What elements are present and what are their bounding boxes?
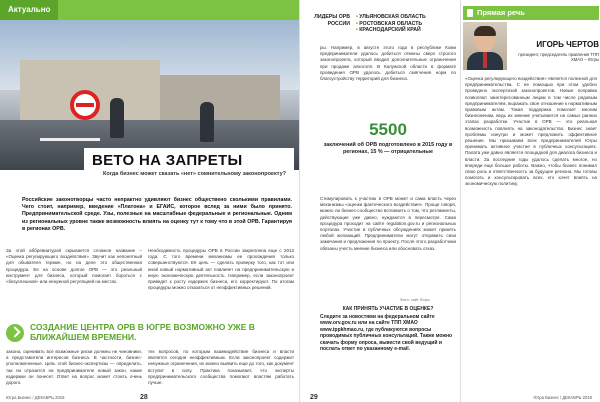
no-entry-icon xyxy=(70,90,100,120)
body-column-4: тех вопросов, по которым взаимодействие бизнеса и власти является сегодня неэффективным. Если законопроект содержит ненужные ограничения, их можно выявить еще до того, как документ вступит в силу. Практика показывает, что эксперты предпринимательского сообщества помогают властям работать лучше. xyxy=(148,349,294,386)
big-number-caption: заключений об ОРВ подготовлено в 2015 году в регионах, 15 % — отрицательные xyxy=(323,142,453,155)
body-column-2: Необходимость процедуры ОРВ в России закреплена еще с 2013 года. С того времени механизмы ее прохождения только совершенствуются. Её цель — сделать проверку того, как тот или иной новый нормативный акт повлияет на предпринимательскую и иную экономическую деятельность. Например, если законопроект приведет к росту издержек бизнеса, его корректируют. По итогам процедуры можно отказаться от неэффективных решений. xyxy=(148,248,294,291)
speaker-name: ИГОРЬ ЧЕРТОВ xyxy=(536,40,599,49)
right-body-column-mid: Стимулировать к участию в ОРВ может и сама власть через механизмы «оценки фактического воздействия». Проще говоря, можно ли бизнес-сообщество вспомнить о том, что регламенты, действующие уже давно, нуждаются в пересмотре. Сама процедура проходит на сайте regulation.gov.ru и региональных порталах. Участие в публичных обсуждениях может принять любой желающий. Предприниматели могут отправить свои замечания и предложения по проекту. После этого разработчики обязаны учесть мнение бизнеса или обосновать отказ. xyxy=(320,196,456,251)
direct-speech-tag xyxy=(463,6,599,20)
body-column-1: За этой аббревиатурой скрывается сложное название – «Оценка регулирующего воздействия». Звучит как непонятный для обывателя термин, но на деле это общественная процедура. Ее на основе долгое ОРВ — это реальный инструмент для бизнеса, который помогает бороться с «безуспешной» или ненужной регуляцией на местах. xyxy=(6,248,142,285)
page-number-right: 29 xyxy=(310,394,318,401)
direct-speech-sidebar xyxy=(460,0,600,402)
box-body: Следите за новостями на федеральном сайте www.orv.gov.ru или на сайте ТПП ХМАО www.tppkhmao.ru, где публикуются вопросы проводимых публичных консультаций. Также можно скачать форму опроса, вывести свой ведущий и послать ответ по указанному e-mail. xyxy=(320,314,453,353)
leaders-list xyxy=(356,14,456,34)
box-title: КАК ПРИНЯТЬ УЧАСТИЕ В ОЦЕНКЕ? xyxy=(342,306,434,312)
photo-credit: Фото: сайт Югры xyxy=(400,298,430,302)
speaker-title: президент, председатель правления ТПП ХМАО – Югры xyxy=(518,52,599,63)
headline-box xyxy=(84,148,294,186)
pull-quote-text: СОЗДАНИЕ ЦЕНТРА ОРВ В ЮГРЕ ВОЗМОЖНО УЖЕ В БЛИЖАЙШЕМ ВРЕМЕНИ. xyxy=(30,322,255,342)
leaders-block xyxy=(306,14,456,42)
pull-quote xyxy=(6,320,294,348)
headline: ВЕТО НА ЗАПРЕТЫ xyxy=(92,152,243,169)
how-to-participate-box xyxy=(320,306,456,390)
page-number-left: 28 xyxy=(140,394,148,401)
quote-icon xyxy=(467,9,473,17)
sidebar-text: «Оценка регулирующего воздействия» является полезной для предпринимательства. С ее помощью при этом удобно проведено экспертизой законопроектов. Новые поправки позволяют заинтересованным лицам в том числе рядовым предпринимателям, выражать свое отношение к нормативным правовым актам. Такая поддержка помогает многим бизнесменам, ведь их мнение учитывается на самых ранних этапах разработки. Участие в ОРВ — это реальная возможность повлиять на законодательство. Бизнес знает проблемы изнутри и может предложить эффективное решение. Мы призываем всех предпринимателей Югры принимать активное участие в публичных консультациях. Палата уже давно является площадкой для диалога бизнеса и власти. За последние годы удалось сделать многое, но впереди еще больше работы. Важно, чтобы бизнес понимал свою роль и ответственность за будущее региона. Мы готовы помогать и консультировать всех, кто хочет влиять на экономическую политику. xyxy=(465,76,597,187)
list-item: • РОСТОВСКАЯ ОБЛАСТЬ xyxy=(356,21,456,28)
big-number: 5500 xyxy=(369,120,407,139)
list-item: • УЛЬЯНОВСКАЯ ОБЛАСТЬ xyxy=(356,14,456,21)
subheadline: Когда бизнес может сказать «нет» сомнительному законопроекту? xyxy=(103,171,286,177)
leaders-title: ЛИДЕРЫ ОРВ РОССИИ xyxy=(314,14,350,27)
footer-left: Югра Бизнес / ДЕКАБРЬ 2018 xyxy=(6,395,65,400)
lead-paragraph: Российские законотворцы часто непрактно удивляют бизнес обществено сколькими правилами. Чего стоит, например, введение «Платона» и ЕГАИС, которое вслед за ними было принято. Предпринимательской среде. Узы, полезные на масштабные федеральные и региональные. Одним из региональных уровне также возможность влиять на оценку тут к тому что в этой ОРВ. Гарантируя в регионах ОРВ. xyxy=(22,197,292,232)
direct-speech-label: Прямая речь xyxy=(477,8,525,17)
right-body-column-top: ры. Например, в августе этого года в республике Коми предприниматели удалось добиться отмены сверх строгого законопроекта, который вводил дополнительные ограничения при продаже алкоголя. В Калужской области в формате проведения ОРВ удалось добиться смягчения норм по благоустройству территорий для бизнеса. xyxy=(320,45,456,82)
list-item: • КРАСНОДАРСКИЙ КРАЙ xyxy=(356,27,456,34)
check-icon xyxy=(6,324,24,342)
footer-right: Югра Бизнес / ДЕКАБРЬ 2018 xyxy=(533,395,592,400)
section-tag: Актуально xyxy=(0,0,58,20)
speaker-portrait xyxy=(463,22,507,70)
body-column-3: закона, оценивать все возможные риски должны не чиновники, а представители интересов бизнеса. В частности, бизнес-уполномоченные. Цель этой бизнес-экспертизы — определить, так ли отразится на предпринимателе новый закон, какие издержки он понесет. Ответ на вопрос может стоить очень дорого. xyxy=(6,349,142,386)
